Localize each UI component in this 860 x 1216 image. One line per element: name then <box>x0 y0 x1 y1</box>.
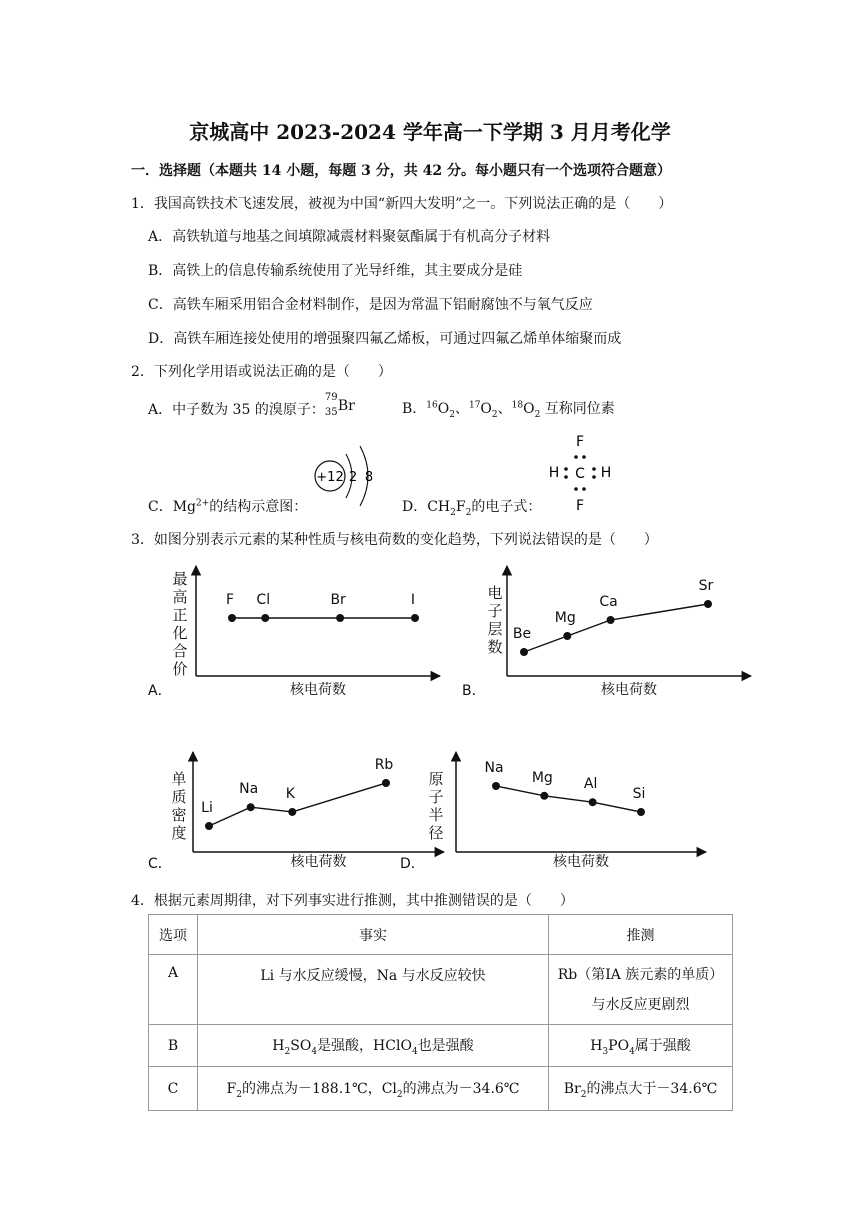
chart-a-point-label-f: F <box>225 592 235 608</box>
chart-b-option-label: B． <box>462 683 486 699</box>
svg-text:C: C <box>575 466 585 482</box>
chart-b-series-line <box>524 604 708 652</box>
chart-a-ylabel-char: 高 <box>172 588 188 606</box>
chart-c-ylabel-char: 密 <box>171 806 187 824</box>
row-c-inference: $Br_2$的沸点大于－34.6℃ <box>549 1067 733 1111</box>
chart-c-point-rb <box>382 779 390 787</box>
header-fact: 事实 <box>198 915 549 955</box>
row-c-fact: $F_2$的沸点为－188.1℃，$Cl_2$的沸点为－34.6℃ <box>198 1067 549 1111</box>
row-b-fact: $H_2SO_4$是强酸，HClO$_4$也是强酸 <box>198 1025 549 1067</box>
chart-a-point-label-br: Br <box>330 592 346 608</box>
chart-c-point-li <box>205 822 213 830</box>
chart-a-point-f <box>228 614 236 622</box>
chart-a-option-label: A． <box>148 683 172 699</box>
svg-text:H: H <box>548 465 560 481</box>
chart-b-point-sr <box>704 600 712 608</box>
section-heading: 一．选择题（本题共 14 小题，每题 3 分，共 42 分。每小题只有一个选项符合题意） <box>131 163 671 179</box>
chart-b-point-ca <box>607 616 615 624</box>
chart-c-xlabel: 核电荷数 <box>290 854 347 870</box>
chart-c-ylabel-char: 质 <box>171 788 187 806</box>
chart-c-point-na <box>247 803 255 811</box>
row-a-inference: Rb（第ⅠA 族元素的单质） 与水反应更剧烈 <box>549 955 733 1025</box>
q2-option-a: A．中子数为 35 的溴原子： 79 35 Br <box>148 392 355 418</box>
chart-b-point-label-mg: Mg <box>554 610 576 626</box>
chart-a-point-label-cl: Cl <box>256 592 271 608</box>
chart-a-point-i <box>411 614 419 622</box>
table-row <box>149 1025 733 1067</box>
chart-a-point-label-i: I <box>410 592 416 608</box>
chart-d-point-mg <box>540 792 548 800</box>
chart-b-point-be <box>520 648 528 656</box>
q4-table <box>148 914 733 1111</box>
chart-c-ylabel-char: 度 <box>171 824 187 842</box>
q1-option-d: D．高铁车厢连接处使用的增强聚四氟乙烯板，可通过四氟乙烯单体缩聚而成 <box>148 331 622 347</box>
chart-d-ylabel-char: 原 <box>428 770 444 788</box>
chart-b-ylabel-char: 子 <box>487 602 503 620</box>
chart-c-series-line <box>209 783 386 826</box>
chart-d-point-na <box>492 782 500 790</box>
chart-c-point-label-k: K <box>285 785 295 802</box>
q4-stem: 4．根据元素周期律，对下列事实进行推测，其中推测错误的是（ ） <box>131 893 574 909</box>
chart-c-point-label-na: Na <box>239 781 259 798</box>
row-a-option: A <box>149 955 198 1025</box>
table-row <box>149 1067 733 1111</box>
q2-stem: 2．下列化学用语或说法正确的是（ ） <box>131 364 392 380</box>
chart-a-ylabel-char: 化 <box>172 624 188 642</box>
table-row <box>149 955 733 1025</box>
q1-option-c: C．高铁车厢采用铝合金材料制作，是因为常温下铝耐腐蚀不与氧气反应 <box>148 297 593 313</box>
chart-a-xlabel: 核电荷数 <box>290 682 346 698</box>
chart-b-ylabel-char: 电 <box>487 584 503 602</box>
q2-option-d: D．$CH_2F_2$的电子式： <box>402 499 542 518</box>
chart-b-point-label-ca: Ca <box>599 594 618 610</box>
row-b-option: B <box>149 1025 198 1067</box>
chart-a-point-br <box>336 614 344 622</box>
chart-c-option-label: C． <box>148 856 172 872</box>
chart-b-point-mg <box>563 632 571 640</box>
row-c-option: C <box>149 1067 198 1111</box>
chart-b-ylabel-char: 数 <box>487 638 503 656</box>
q1-option-a: A．高铁轨道与地基之间填隙减震材料聚氨酯属于有机高分子材料 <box>148 229 551 245</box>
chart-d-point-label-si: Si <box>632 786 646 802</box>
chart-d-point-label-na: Na <box>484 760 504 776</box>
chart-d-series-line <box>496 786 641 812</box>
shell-2-count: 8 <box>364 470 374 485</box>
q1-stem: 1．我国高铁技术飞速发展，被视为中国“新四大发明”之一。下列说法正确的是（ ） <box>131 196 673 212</box>
chart-c-point-label-li: Li <box>201 800 213 816</box>
chart-a-point-cl <box>261 614 269 622</box>
chart-b-point-label-be: Be <box>512 626 532 642</box>
chart-c-point-k <box>288 808 296 816</box>
chart-a-ylabel-char: 合 <box>172 642 188 660</box>
chart-d-point-label-al: Al <box>583 776 598 793</box>
q2-option-c: C．$Mg^{2+}$的结构示意图： <box>148 498 308 515</box>
chart-d-ylabel-char: 半 <box>428 806 444 824</box>
chart-a-ylabel-char: 价 <box>172 660 188 678</box>
chart-c-ylabel-char: 单 <box>171 770 187 788</box>
q1-option-b: B．高铁上的信息传输系统使用了光导纤维，其主要成分是硅 <box>148 263 523 279</box>
chart-a-ylabel-char: 正 <box>172 606 188 624</box>
chart-b-xlabel: 核电荷数 <box>601 682 657 698</box>
svg-text:F: F <box>575 498 585 514</box>
header-option: 选项 <box>149 915 198 955</box>
q3-stem: 3．如图分别表示元素的某种性质与核电荷数的变化趋势，下列说法错误的是（ ） <box>131 532 658 548</box>
chart-d-point-label-mg: Mg <box>531 769 553 786</box>
chart-d-xlabel: 核电荷数 <box>553 854 609 870</box>
nucleus-charge: +12 <box>316 470 344 485</box>
q2-option-b: B．$^{16}O_2$、$^{17}O_2$、$^{18}O_2$ 互称同位素 <box>402 400 615 420</box>
chart-d-ylabel-char: 子 <box>428 788 444 806</box>
chart-b-point-label-sr: Sr <box>698 578 714 594</box>
header-inference: 推测 <box>549 915 733 955</box>
table-header-row <box>149 915 733 955</box>
chart-d-ylabel-char: 径 <box>428 824 444 842</box>
page-title: 京城高中 2023-2024 学年高一下学期 3 月月考化学 <box>189 120 671 144</box>
chart-d-point-si <box>637 808 645 816</box>
row-a-fact: Li 与水反应缓慢，Na 与水反应较快 <box>198 955 549 1025</box>
chart-a-ylabel-char: 最 <box>172 570 188 588</box>
row-b-inference: $H_3PO_4$属于强酸 <box>549 1025 733 1067</box>
bromine-nuclide: 79 35 Br <box>324 392 355 418</box>
svg-text:F: F <box>575 434 585 450</box>
svg-text:H: H <box>600 465 612 481</box>
chart-b-ylabel-char: 层 <box>487 620 503 638</box>
chart-d-point-al <box>589 798 597 806</box>
shell-1-count: 2 <box>348 470 358 485</box>
chart-c-point-label-rb: Rb <box>374 757 394 773</box>
chart-d-option-label: D． <box>400 856 425 872</box>
